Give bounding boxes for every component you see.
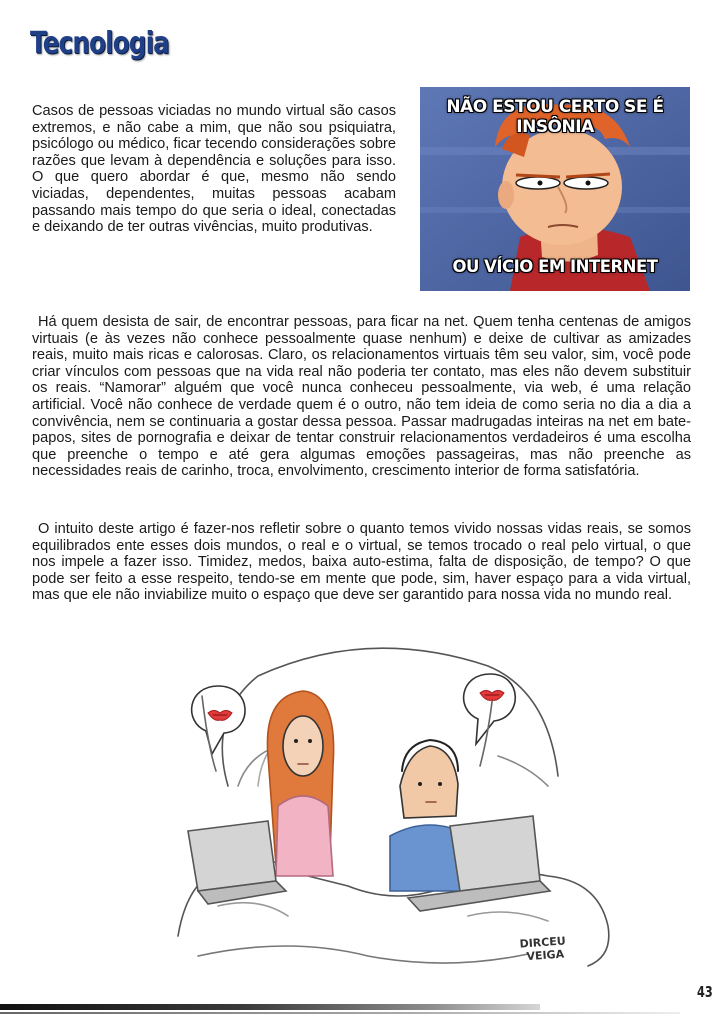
footer-rule: [0, 1012, 680, 1014]
intro-paragraph: Casos de pessoas viciadas no mundo virtual são casos extremos, e não cabe a mim, que não sou psiquiatra, psicólogo ou médico, ficar tecendo considerações sobre razões que levam à dependência e soluções para isso. O que quero abordar é que, mesmo não sendo viciadas, dependentes, muitas pessoas acabam passando mais tempo do que seria o ideal, conectadas e deixando de ter outras vivências, muito produtivas.: [32, 103, 396, 236]
meme-bottom-caption: OU VÍCIO EM INTERNET: [452, 257, 658, 276]
body-paragraph-3: O intuito deste artigo é fazer-nos refletir sobre o quanto temos vivido nossas vidas reais, se somos equilibrados ente esses dois mundos, o real e o virtual, se temos trocado o real pelo virtual, o que nos impele a fazer isso. Timidez, medos, baixa auto-estima, falta de disposição, de tempo? O que pode ser feito a esse respeito, tendo-se em mente que pode, sim, haver espaço para a vida virtual, mas que ele não inviabilize muito o espaço que deve ser garantido para nossa vida no mundo real.: [32, 521, 691, 604]
meme-top-caption: NÃO ESTOU CERTO SE É INSÔNIA: [446, 97, 664, 137]
cartoon-signature-line2: VEIGA: [526, 947, 565, 964]
footer-bar: [0, 1004, 540, 1010]
body-paragraph-2: Há quem desista de sair, de encontrar pessoas, para ficar na net. Quem tenha centenas de amigos virtuais (e às vezes não conhece pessoalmente quase nenhum) e deixe de cultivar as amizades reais, muito mais ricas e calorosas. Claro, os relacionamentos virtuais têm seu valor, sim, você pode criar vínculos com pessoas que na vida real não poderia ter contato, mas eles não devem substituir os reais. “Namorar” alguém que você nunca conheceu pessoalmente, via web, é uma relação artificial. Você não conhece de verdade quem é o outro, não tem ideia de como seria no dia a dia a convivência, nem se continuaria a gostar dessa pessoa. Passar madrugadas inteiras na net em bate-papos, sites de pornografia e deixar de tentar construir relacionamentos verdadeiros é uma escolha que preenche o tempo e até gera algumas emoções passageiras, mas não preenche as necessidades reais de carinho, troca, envolvimento, crescimento interior de forma satisfatória.: [32, 314, 691, 480]
meme-image: [420, 87, 690, 291]
cartoon-signature-line1: DIRCEU: [519, 934, 567, 951]
page-number: 43: [697, 983, 713, 1001]
couple-laptops-cartoon: [168, 636, 620, 976]
section-title: Tecnologia: [30, 26, 169, 61]
